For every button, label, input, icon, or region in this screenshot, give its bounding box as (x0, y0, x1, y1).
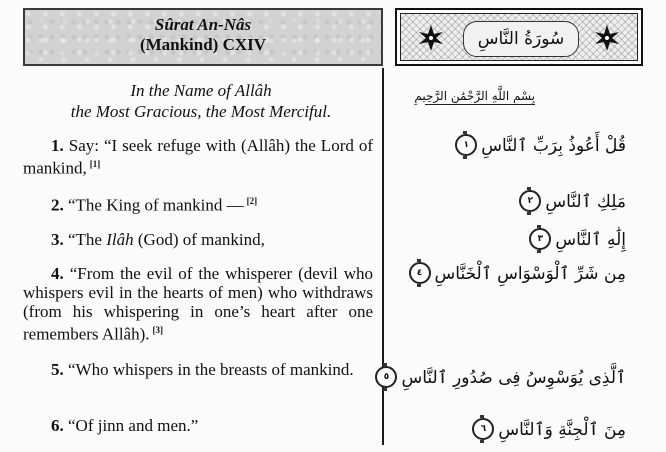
verse-number: 1. (51, 136, 64, 155)
arabic-verse-text: مِنَ ٱلْجِنَّةِ وَٱلنَّاسِ (498, 419, 626, 440)
verse-number: 4. (51, 264, 64, 283)
verse-text: “The (68, 230, 107, 249)
arabic-verse-4 (409, 262, 626, 284)
verse-text: Say: “I seek refuge with (Allâh) the Lord of mankind, (23, 136, 374, 178)
verse-2 (23, 192, 373, 215)
ornament-star-icon (417, 24, 445, 52)
arabic-verse-6 (472, 418, 626, 440)
basmala-arabic: بِسْمِ اللَّهِ الرَّحْمَٰنِ الرَّحِيمِ (414, 89, 535, 103)
verse-end-medallion-icon: ٣ (529, 228, 551, 250)
basmala-line-1: In the Name of Allâh (130, 81, 272, 100)
verse-number: 3. (51, 230, 64, 249)
verse-end-medallion-icon: ١ (455, 134, 477, 156)
verse-4 (23, 264, 373, 344)
verse-3 (23, 230, 373, 249)
footnote-ref[interactable]: [2] (246, 196, 258, 206)
verse-6 (23, 416, 373, 435)
verse-end-medallion-icon: ٢ (519, 190, 541, 212)
verse-5 (23, 360, 373, 379)
arabic-verse-5 (375, 366, 626, 388)
banner-arabic-title: سُورَةُ النَّاسِ (477, 29, 565, 49)
basmala-english (23, 80, 379, 122)
basmala-line-2: the Most Gracious, the Most Merciful. (70, 102, 332, 121)
arabic-verse-text: قُلْ أَعُوذُ بِرَبِّ ٱلنَّاسِ (481, 135, 626, 156)
arabic-verse-3 (529, 228, 626, 250)
arabic-verse-text: إِلَٰهِ ٱلنَّاسِ (555, 229, 626, 250)
arabic-title-banner (395, 8, 643, 66)
arabic-verse-1 (455, 134, 626, 156)
verse-end-medallion-icon: ٦ (472, 418, 494, 440)
arabic-verse-2 (519, 190, 626, 212)
verse-text: (God) of mankind, (133, 230, 265, 249)
verse-end-medallion-icon: ٤ (409, 262, 431, 284)
verse-number: 2. (51, 195, 64, 215)
footnote-ref[interactable]: [3] (152, 325, 164, 335)
surah-title: Sûrat An-Nâs (154, 15, 252, 34)
verse-text: “The King of mankind — (68, 195, 244, 215)
banner-ornament (400, 13, 638, 61)
verse-text: “Who whispers in the breasts of mankind. (68, 360, 354, 379)
verse-1 (23, 136, 373, 178)
arabic-verse-text: مِن شَرِّ ٱلْوَسْوَاسِ ٱلْخَنَّاسِ (434, 263, 626, 284)
verse-text: “From the evil of the whisperer (devil who whispers evil in the hearts of men) who withdraws (from his whispering in one’s heart after one remembers Allâh). (23, 264, 373, 344)
ornament-star-icon (593, 24, 621, 52)
banner-cartouche (463, 21, 579, 57)
arabic-verse-text: مَلِكِ ٱلنَّاسِ (545, 191, 626, 212)
verse-text-italic: Ilâh (106, 230, 134, 249)
surah-subtitle: (Mankind) CXIV (139, 35, 267, 54)
footnote-ref[interactable]: [1] (89, 159, 101, 169)
verse-text: “Of jinn and men.” (68, 416, 199, 435)
arabic-verse-text: ٱلَّذِى يُوَسْوِسُ فِى صُدُورِ ٱلنَّاسِ (401, 367, 626, 388)
verse-end-medallion-icon: ٥ (375, 366, 397, 388)
surah-title-box (23, 8, 383, 66)
verse-number: 6. (51, 416, 64, 435)
verse-number: 5. (51, 360, 64, 379)
